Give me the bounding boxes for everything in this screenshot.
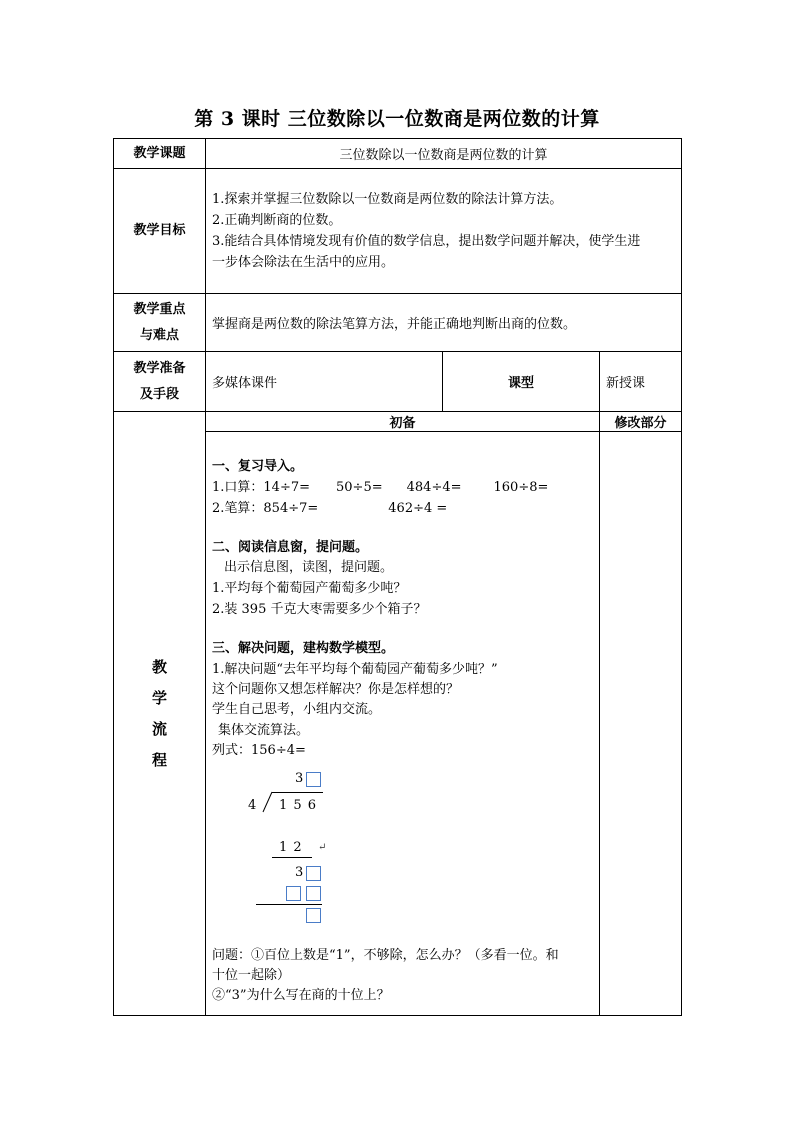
s3-line-4: 集体交流算法。 [218,723,310,738]
page-title: 第 3 课时 三位数除以一位数商是两位数的计算 [194,108,600,130]
oral-calc-4: 160÷8= [493,480,549,495]
key-label-2: 与难点 [139,327,179,343]
topic-value: 三位数除以一位数商是两位数的计算 [206,139,682,169]
row-topic [114,139,682,169]
prep-value: 多媒体课件 [206,352,443,412]
goal-line-4: 一步体会除法在生活中的应用。 [212,255,395,270]
row-key [114,294,682,352]
subtract-line-2 [256,904,322,905]
question-line-2: 十位一起除） [212,968,291,983]
flow-char-4: 程 [151,750,167,769]
s3-line-1: 1.解决问题“去年平均每个葡萄园产葡萄多少吨？” [212,662,498,677]
quotient-digit: 3 [295,771,304,786]
s2-line-1: 出示信息图，读图，提问题。 [224,560,394,575]
row-flow-header [114,412,682,432]
question-line-1: 问题：①百位上数是“1”，不够除，怎么办？（多看一位。和 [212,948,559,963]
remainder-digit: 3 [295,865,304,880]
s2-line-3: 2.装 395 千克大枣需要多少个箱子？ [212,602,427,617]
goals-value [206,169,682,294]
goal-line-2: 2.正确判断商的位数。 [212,213,342,228]
question-line-3: ②“3”为什么写在商的十位上？ [212,988,390,1003]
s3-line-5: 列式：156÷4= [212,743,306,758]
s3-line-2: 这个问题你又想怎样解决？你是怎样想的？ [212,682,460,697]
line-break-mark: ↵ [318,842,327,853]
section-3-title: 三、解决问题，建构数学模型。 [212,641,395,656]
prep-label-2: 及手段 [139,386,179,402]
oral-calc-3: 484÷4= [406,480,462,495]
row-goals [114,169,682,294]
oral-calc-1: 1.口算：14÷7= [212,480,311,495]
dividend: 1 5 6 [279,798,317,813]
written-calc-line [212,497,447,516]
col-initial-header: 初备 [206,412,600,432]
product-box-1 [286,886,301,901]
row-prep [114,352,682,412]
oral-calc-line [212,476,548,495]
goal-line-3: 3.能结合具体情境发现有价值的数学信息，提出数学问题并解决，使学生进 [212,234,641,249]
flow-char-2: 学 [151,688,167,707]
oral-calc-2: 50÷5= [336,480,383,495]
remainder-box [306,866,321,881]
partial-product: 1 2 [279,840,302,855]
final-remainder-box [306,908,321,923]
key-label [114,294,206,352]
flow-char-1: 教 [151,657,167,676]
division-bracket [260,791,274,813]
division-bar [272,792,323,793]
flow-char-3: 流 [151,719,167,738]
flow-label [114,412,206,1016]
s2-line-2: 1.平均每个葡萄园产葡萄多少吨？ [212,581,407,596]
section-2-title: 二、阅读信息窗，提问题。 [212,540,369,555]
lesson-plan-table [113,138,682,1016]
goals-label: 教学目标 [114,169,206,294]
divisor: 4 [248,798,257,813]
subtract-line-1 [272,857,312,858]
prep-label-1: 教学准备 [133,360,186,376]
written-calc-2: 462÷4 = [388,501,448,516]
col-revision-header: 修改部分 [600,412,682,432]
key-value: 掌握商是两位数的除法笔算方法，并能正确地判断出商的位数。 [206,294,682,352]
written-calc-1: 2.笔算：854÷7= [212,501,319,516]
prep-label [114,352,206,412]
section-1-title: 一、复习导入。 [212,459,304,474]
flow-content [206,432,600,1016]
type-value: 新授课 [600,352,682,412]
product-box-2 [306,886,321,901]
revision-column [600,432,682,1016]
type-label: 课型 [443,352,600,412]
s3-line-3: 学生自己思考，小组内交流。 [212,702,382,717]
key-label-1: 教学重点 [133,301,186,317]
flow-content-body [206,432,599,1003]
topic-label: 教学课题 [114,139,206,169]
quotient-box-1 [306,772,321,787]
goal-line-1: 1.探索并掌握三位数除以一位数商是两位数的除法计算方法。 [212,192,563,207]
